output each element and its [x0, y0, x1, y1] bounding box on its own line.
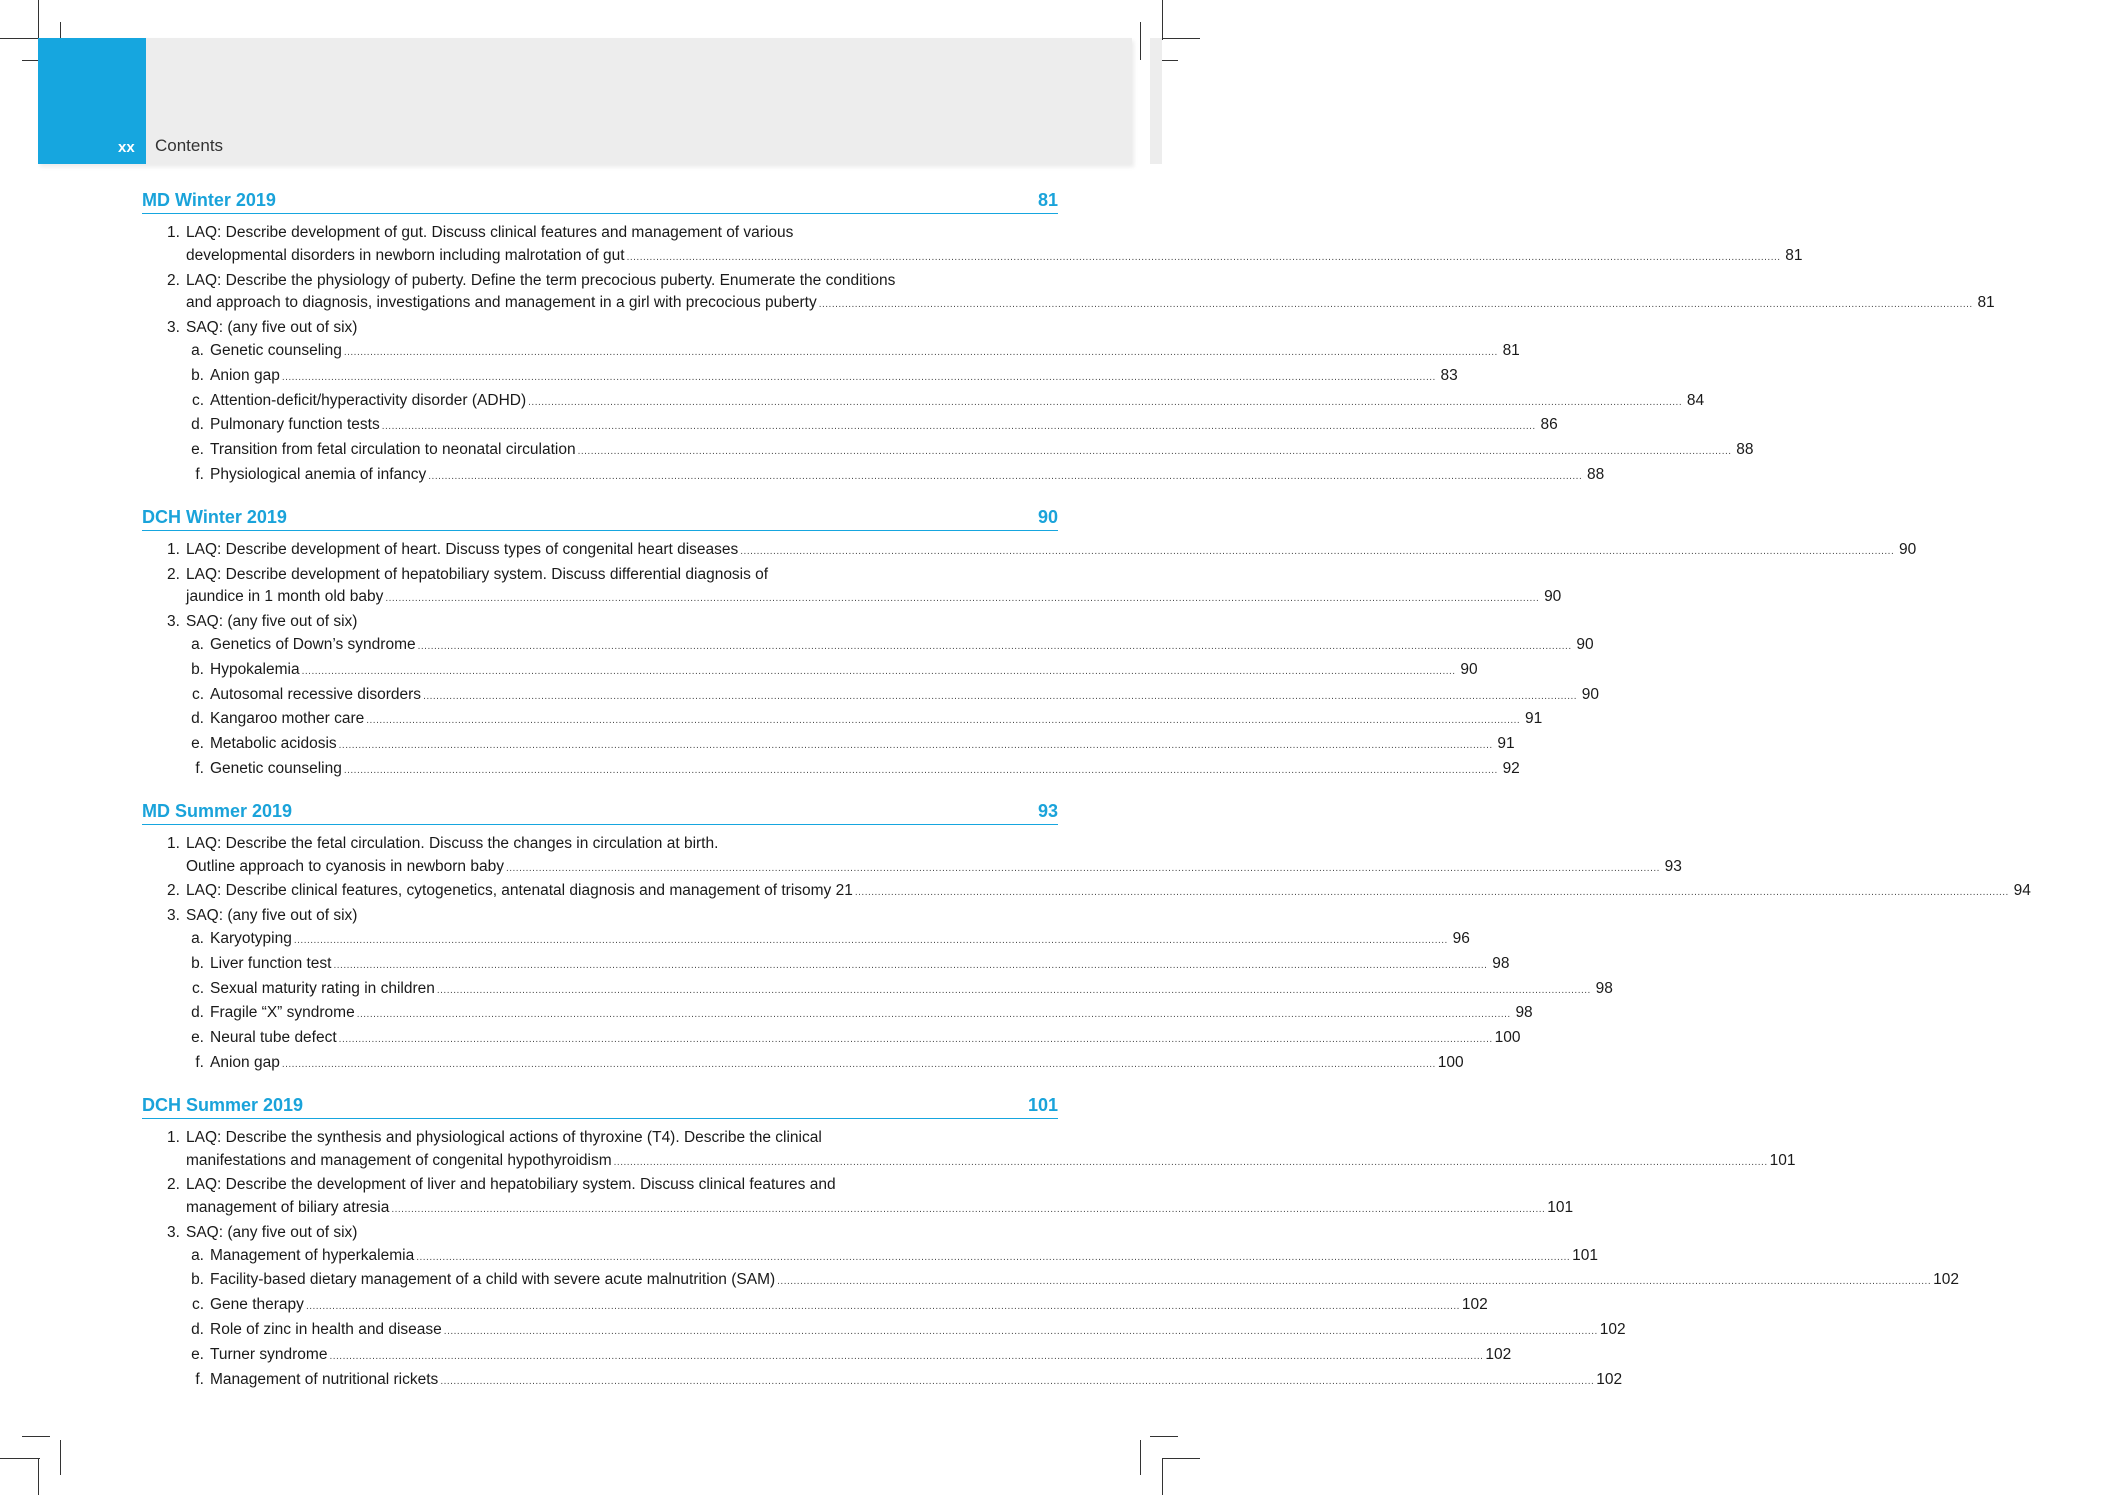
subentry-text: Management of nutritional rickets: [210, 1370, 439, 1388]
subentry-text: Fragile “X” syndrome: [210, 1004, 355, 1022]
entry-text-line: SAQ: (any five out of six): [186, 1223, 358, 1241]
subentry-letter: d.: [191, 1321, 204, 1339]
entry-text-line: LAQ: Describe the fetal circulation. Discuss the changes in circulation at birth.: [186, 834, 719, 852]
dot-leader: [333, 955, 1487, 978]
dot-leader: [339, 1029, 1493, 1052]
entry-text-line: developmental disorders in newborn including malrotation of gut: [186, 246, 625, 264]
dot-leader: [777, 1271, 1931, 1294]
entry-text-line: LAQ: Describe development of hepatobiliary system. Discuss differential diagnosis of: [186, 565, 769, 583]
subentry-text: Sexual maturity rating in children: [210, 979, 435, 997]
toc-subentry: [186, 659, 1478, 684]
crop-mark: [1150, 1436, 1178, 1437]
dot-leader: [437, 980, 1591, 1003]
subentry-page-number: 102: [1599, 1321, 1626, 1339]
dot-leader: [385, 588, 1539, 611]
toc-subentry: [186, 1294, 1488, 1319]
dot-leader: [294, 930, 1448, 953]
section-page-number: 90: [1037, 506, 1058, 527]
entry-number: 1.: [167, 540, 180, 558]
dot-leader: [423, 686, 1577, 709]
entry-text-line: LAQ: Describe the development of liver and hepatobiliary system. Discuss clinical features and: [186, 1176, 836, 1194]
dot-leader: [344, 760, 1498, 783]
subentry-text: Facility-based dietary management of a child with severe acute malnutrition (SAM): [210, 1271, 776, 1289]
crop-mark: [0, 1458, 40, 1459]
subentry-page-number: 102: [1461, 1296, 1488, 1314]
subentry-text: Attention-deficit/hyperactivity disorder (ADHD): [210, 391, 527, 409]
section-title: MD Summer 2019: [142, 800, 293, 821]
subentry-page-number: 86: [1540, 416, 1558, 434]
subentry-page-number: 88: [1586, 465, 1605, 483]
subentry-letter: d.: [191, 710, 204, 728]
section-heading: [142, 1095, 1058, 1119]
subentry-letter: a.: [191, 341, 204, 359]
section-title: DCH Winter 2019: [142, 506, 287, 527]
subentry-letter: f.: [195, 1370, 204, 1388]
dot-leader: [416, 1247, 1570, 1270]
subentry-text: Neural tube defect: [210, 1029, 337, 1047]
toc-entry: [142, 1174, 1574, 1222]
entry-text-line: LAQ: Describe development of gut. Discuss clinical features and management of various: [186, 224, 794, 241]
subentry-page-number: 90: [1460, 660, 1478, 678]
subentry-page-number: 90: [1576, 635, 1594, 653]
subentry-text: Physiological anemia of infancy: [210, 465, 427, 483]
toc-entry: [142, 905, 1058, 928]
entry-text-line: Outline approach to cyanosis in newborn baby: [186, 857, 504, 875]
subentry-text: Liver function test: [210, 954, 332, 972]
subentry-text: Metabolic acidosis: [210, 735, 337, 753]
subentry-letter: c.: [191, 979, 204, 997]
subentry-page-number: 96: [1452, 929, 1470, 947]
dot-leader: [344, 342, 1498, 365]
crop-mark: [0, 38, 40, 39]
table-of-contents: [142, 190, 2031, 1393]
header-edge: [1150, 38, 1162, 164]
entry-text-line: and approach to diagnosis, investigations and management in a girl with precocious puberty: [186, 294, 817, 312]
toc-entry: [142, 833, 1682, 881]
dot-leader: [282, 1054, 1436, 1077]
subentry-letter: b.: [191, 1271, 204, 1289]
crop-mark: [1140, 1440, 1141, 1475]
crop-mark: [60, 1440, 61, 1475]
subentry-page-number: 101: [1572, 1246, 1599, 1264]
dot-leader: [339, 735, 1493, 758]
entry-page-number: 81: [1977, 294, 1995, 312]
subentry-letter: a.: [191, 1246, 204, 1264]
entry-text-line: SAQ: (any five out of six): [186, 613, 358, 631]
dot-leader: [329, 1346, 1483, 1369]
toc-entry: [142, 222, 1803, 270]
running-head: Contents: [155, 136, 224, 155]
subentry-letter: b.: [191, 366, 204, 384]
toc-entry: [142, 880, 2031, 905]
entry-text-line: SAQ: (any five out of six): [186, 907, 358, 925]
dot-leader: [578, 441, 1732, 464]
toc-subentry: [186, 758, 1520, 783]
entry-number: 1.: [167, 1128, 180, 1146]
toc-subentry: [186, 464, 1605, 489]
subentry-page-number: 88: [1736, 441, 1754, 459]
entry-text-line: SAQ: (any five out of six): [186, 319, 358, 337]
crop-mark: [1162, 0, 1163, 40]
subentry-letter: d.: [191, 1004, 204, 1022]
subentry-text: Management of hyperkalemia: [210, 1246, 415, 1264]
toc-entry: [142, 611, 1058, 634]
subentry-page-number: 102: [1485, 1345, 1512, 1363]
dot-leader: [855, 882, 2009, 905]
entry-number: 2.: [167, 271, 180, 289]
toc-entry: [142, 564, 1562, 612]
entry-text-line: manifestations and management of congenital hypothyroidism: [186, 1151, 612, 1169]
toc-entry: [142, 1127, 1796, 1175]
toc-subentry: [186, 1245, 1599, 1270]
subentry-letter: c.: [191, 1296, 204, 1314]
crop-mark: [1162, 1458, 1200, 1459]
crop-mark: [38, 1458, 39, 1495]
toc-subentry: [186, 1344, 1512, 1369]
crop-mark: [1162, 38, 1200, 39]
toc-entry: [142, 270, 1995, 318]
subentry-text: Transition from fetal circulation to neonatal circulation: [210, 441, 576, 459]
subentry-letter: b.: [191, 954, 204, 972]
entry-number: 2.: [167, 882, 180, 900]
toc-subentry: [186, 708, 1543, 733]
dot-leader: [306, 1296, 1460, 1319]
entry-number: 3.: [167, 1223, 180, 1241]
dot-leader: [819, 294, 1973, 317]
entry-text-line: LAQ: Describe development of heart. Discuss types of congenital heart diseases: [186, 540, 739, 558]
subentry-page-number: 91: [1497, 735, 1515, 753]
toc-subentry: [186, 340, 1520, 365]
entry-number: 2.: [167, 565, 180, 583]
subentry-letter: e.: [191, 1345, 204, 1363]
toc-subentry: [186, 1027, 1521, 1052]
subentry-text: Karyotyping: [210, 929, 292, 947]
entry-text-line: management of biliary atresia: [186, 1199, 390, 1217]
dot-leader: [357, 1004, 1511, 1027]
dot-leader: [627, 247, 1781, 270]
dot-leader: [614, 1152, 1768, 1175]
dot-leader: [418, 636, 1572, 659]
subentry-page-number: 92: [1502, 759, 1520, 777]
subentry-text: Anion gap: [210, 1053, 280, 1071]
entry-page-number: 101: [1547, 1199, 1574, 1217]
subentry-page-number: 100: [1494, 1029, 1521, 1047]
subentry-text: Turner syndrome: [210, 1345, 328, 1363]
dot-leader: [391, 1199, 1545, 1222]
section-title: MD Winter 2019: [142, 190, 276, 210]
entry-page-number: 90: [1544, 588, 1562, 606]
subentry-page-number: 98: [1492, 954, 1510, 972]
page-number: xx: [118, 139, 135, 156]
toc-subentry: [186, 414, 1558, 439]
subentry-page-number: 91: [1524, 710, 1543, 728]
toc-entry: [142, 317, 1058, 340]
dot-leader: [506, 858, 1660, 881]
entry-number: 3.: [167, 907, 180, 925]
toc-subentry: [186, 953, 1510, 978]
toc-subentry: [186, 1052, 1464, 1077]
entry-number: 3.: [167, 319, 180, 337]
subentry-text: Genetic counseling: [210, 341, 342, 359]
crop-mark: [1140, 22, 1141, 60]
toc-subentry: [186, 733, 1515, 758]
section-page-number: 93: [1037, 800, 1058, 821]
entry-text-line: LAQ: Describe the physiology of puberty. Define the term precocious puberty. Enumerate the conditions: [186, 271, 896, 289]
subentry-letter: f.: [195, 465, 204, 483]
subentry-page-number: 81: [1502, 341, 1520, 359]
entry-page-number: 90: [1898, 540, 1917, 558]
subentry-text: Genetic counseling: [210, 759, 342, 777]
subentry-letter: e.: [191, 441, 204, 459]
subentry-page-number: 98: [1595, 979, 1613, 997]
dot-leader: [444, 1321, 1598, 1344]
section-heading: [142, 190, 1058, 214]
toc-subentry: [186, 928, 1470, 953]
subentry-letter: b.: [191, 660, 204, 678]
crop-mark: [1162, 1458, 1163, 1495]
dot-leader: [740, 541, 1894, 564]
entry-page-number: 101: [1769, 1151, 1796, 1169]
section-heading: [142, 801, 1058, 825]
subentry-letter: c.: [191, 391, 204, 409]
subentry-letter: c.: [191, 685, 204, 703]
entry-number: 3.: [167, 613, 180, 631]
dot-leader: [366, 710, 1520, 733]
subentry-page-number: 83: [1440, 366, 1458, 384]
entry-text-line: LAQ: Describe the synthesis and physiological actions of thyroxine (T4). Describe the clinical: [186, 1128, 822, 1146]
subentry-text: Gene therapy: [210, 1296, 304, 1314]
crop-mark: [38, 0, 39, 40]
subentry-letter: a.: [191, 635, 204, 653]
toc-subentry: [186, 390, 1705, 415]
toc-subentry: [186, 439, 1754, 464]
subentry-text: Pulmonary function tests: [210, 416, 380, 434]
entry-number: 1.: [167, 834, 180, 852]
subentry-page-number: 100: [1437, 1053, 1464, 1071]
subentry-letter: a.: [191, 929, 204, 947]
toc-subentry: [186, 1319, 1626, 1344]
entry-page-number: 93: [1664, 857, 1682, 875]
section-heading: [142, 507, 1058, 531]
subentry-text: Anion gap: [210, 366, 280, 384]
dot-leader: [302, 661, 1456, 684]
subentry-letter: e.: [191, 735, 204, 753]
entry-number: 1.: [167, 224, 180, 241]
toc-subentry: [186, 1269, 1959, 1294]
subentry-letter: e.: [191, 1029, 204, 1047]
section-page-number: 101: [1027, 1094, 1058, 1115]
toc-entry: [142, 539, 1917, 564]
entry-page-number: 94: [2013, 882, 2031, 900]
toc-subentry: [186, 1002, 1533, 1027]
subentry-page-number: 102: [1596, 1370, 1623, 1388]
entry-number: 2.: [167, 1176, 180, 1194]
toc-subentry: [186, 684, 1600, 709]
dot-leader: [428, 466, 1582, 489]
subentry-text: Hypokalemia: [210, 660, 300, 678]
subentry-page-number: 90: [1581, 685, 1600, 703]
subentry-letter: f.: [195, 1053, 204, 1071]
subentry-page-number: 84: [1686, 391, 1705, 409]
toc-subentry: [186, 634, 1594, 659]
dot-leader: [440, 1371, 1594, 1394]
toc-subentry: [186, 365, 1458, 390]
entry-text-line: jaundice in 1 month old baby: [186, 588, 384, 606]
section-title: DCH Summer 2019: [142, 1094, 304, 1115]
crop-mark: [22, 1436, 50, 1437]
subentry-text: Autosomal recessive disorders: [210, 685, 422, 703]
subentry-letter: f.: [195, 759, 204, 777]
subentry-text: Kangaroo mother care: [210, 710, 365, 728]
section-page-number: 81: [1037, 190, 1058, 210]
entry-page-number: 81: [1785, 246, 1803, 264]
subentry-letter: d.: [191, 416, 204, 434]
subentry-page-number: 98: [1515, 1004, 1533, 1022]
subentry-text: Genetics of Down’s syndrome: [210, 635, 416, 653]
subentry-page-number: 102: [1933, 1271, 1959, 1289]
dot-leader: [528, 392, 1682, 415]
toc-entry: [142, 1222, 1058, 1245]
dot-leader: [382, 416, 1536, 439]
dot-leader: [282, 367, 1436, 390]
subentry-text: Role of zinc in health and disease: [210, 1321, 442, 1339]
toc-subentry: [186, 978, 1613, 1003]
entry-text-line: LAQ: Describe clinical features, cytogenetics, antenatal diagnosis and management of trisomy 21: [186, 882, 853, 900]
toc-subentry: [186, 1369, 1623, 1394]
